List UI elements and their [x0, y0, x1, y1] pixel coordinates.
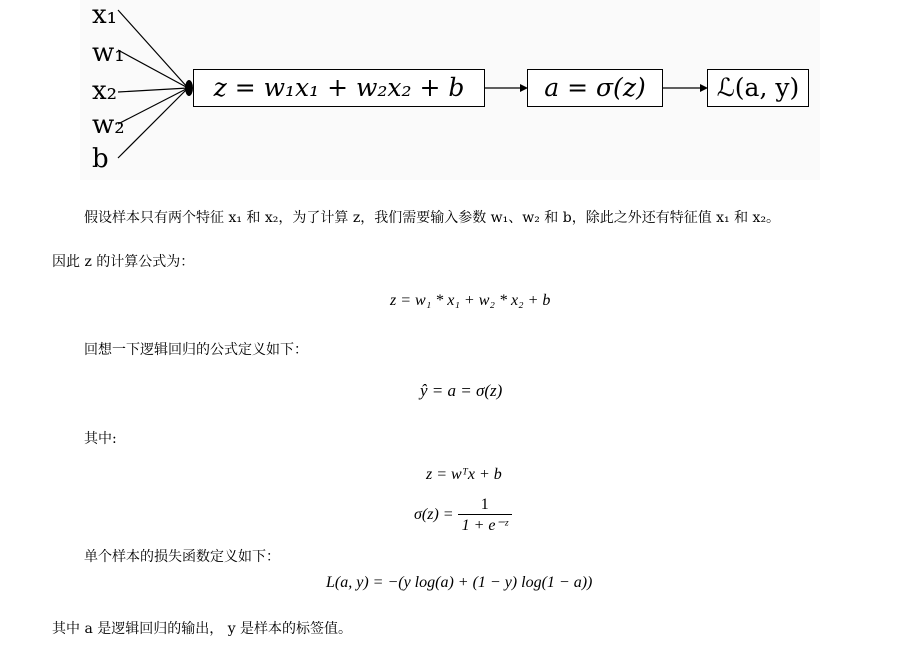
equation-yhat: ŷ = a = σ(z)	[420, 381, 503, 400]
paragraph-where: 其中:	[84, 431, 117, 447]
input-x1: x₁	[92, 0, 118, 30]
input-w2: w₂	[92, 110, 125, 140]
input-w1: w₁	[92, 38, 125, 68]
paragraph-output: 其中 a 是逻辑回归的输出， y 是样本的标签值。	[52, 621, 353, 637]
paragraph-logistic: 回想一下逻辑回归的公式定义如下：	[84, 342, 308, 358]
paragraph-features: 假设样本只有两个特征 x₁ 和 x₂，为了计算 z，我们需要输入参数 w₁、w₂ 和 b，除此之外还有特征值 x₁ 和 x₂。	[84, 210, 781, 226]
input-x2: x₂	[92, 76, 118, 106]
activation-box: a = σ(z)	[527, 69, 663, 107]
neuron-diagram	[80, 0, 820, 180]
sigmoid-left: σ(z) =	[414, 506, 454, 524]
linear-box: z = w₁x₁ + w₂x₂ + b	[193, 69, 485, 107]
input-b: b	[92, 144, 109, 174]
equation-z: z = w₁ * x₁ + w₂ * x₂ + b	[390, 292, 551, 309]
paragraph-loss: 单个样本的损失函数定义如下：	[84, 549, 280, 565]
loss-box: ℒ(a, y)	[707, 69, 809, 107]
sigmoid-denominator: 1 + e⁻ᶻ	[461, 517, 508, 534]
equation-loss: L(a, y) = −(y log(a) + (1 − y) log(1 − a))	[326, 574, 593, 591]
sigmoid-numerator: 1	[458, 496, 512, 515]
sigmoid-fraction	[458, 496, 512, 535]
equation-sigmoid	[414, 496, 512, 535]
paragraph-z-intro: 因此 z 的计算公式为：	[52, 254, 195, 270]
equation-z-vector: z = wᵀx + b	[426, 466, 502, 483]
